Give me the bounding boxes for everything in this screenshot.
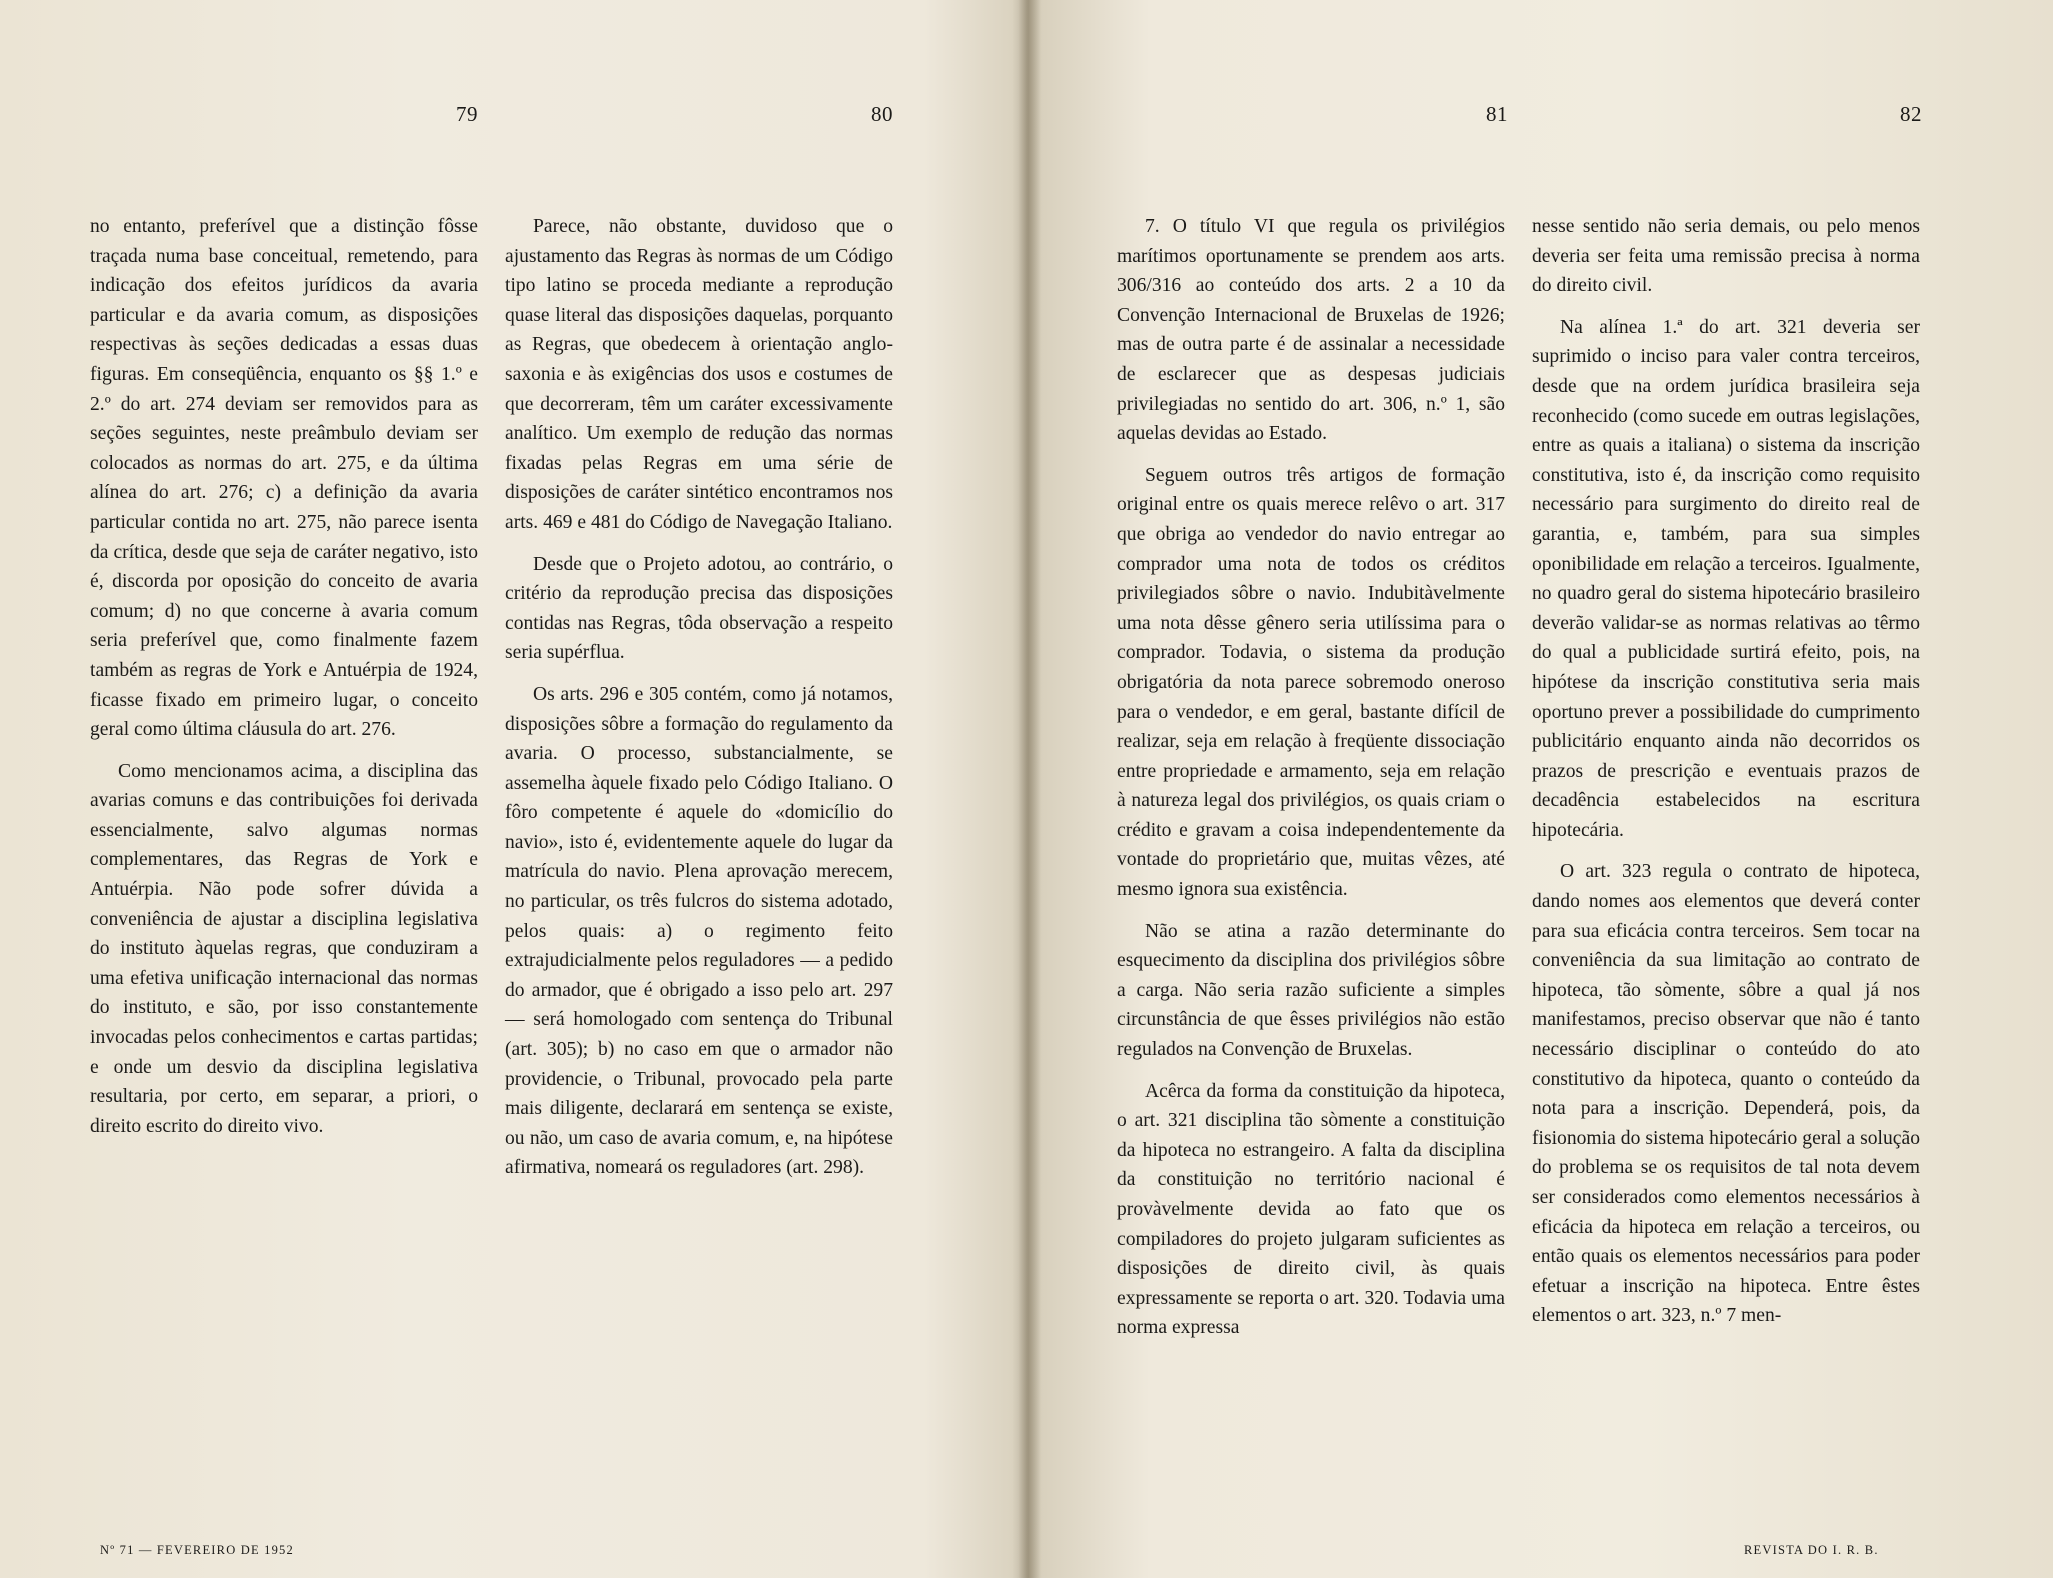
paragraph: Acêrca da forma da constituição da hipoteca, o art. 321 disciplina tão sòmente a constituição da hipoteca no estrangeiro. A falta da disciplina da constituição no território nacional é provàvelmente devida ao fato que os compiladores do projeto julgaram suficientes as disposições de direito civil, às quais expressamente se reporta o art. 320. Todavia uma norma expressa xyxy=(1117,1080,1505,1339)
page-number-80: 80 xyxy=(871,102,893,126)
paragraph: Como mencionamos acima, a disciplina das avarias comuns e das contribuições foi derivada essencialmente, salvo algumas normas complementares, das Regras de York e Antuérpia. Não pode sofrer dúvida a conveniência de ajustar a disciplina legislativa do instituto àquelas regras, que conduziram a uma efetiva unificação internacional das normas do instituto, e são, por isso constantemente invocadas pelos conhecimentos e cartas partidas; e onde um desvio da disciplina legislativa resultaria, por certo, em separar, a priori, o direito escrito do direito vivo. xyxy=(90,760,478,1137)
paragraph: Na alínea 1.ª do art. 321 deveria ser suprimido o inciso para valer contra terceiros, desde que na ordem jurídica brasileira seja reconhecido (como sucede em outras legislações, entre as quais a italiana) o sistema da inscrição constitutiva, isto é, da inscrição como requisito necessário para surgimento do direito real de garantia, e, também, para sua simples oponibilidade em relação a terceiros. Igualmente, no quadro geral do sistema hipotecário brasileiro deverão validar-se as normas relativas ao têrmo do qual a publicidade surtirá efeito, pois, na hipótese da inscrição constitutiva seria mais oportuno prever a possibilidade do cumprimento publicitário enquanto ainda não decorridos os prazos de prescrição e eventuais prazos de decadência estabelecidos na escritura hipotecária. xyxy=(1532,316,1920,841)
paragraph: Não se atina a razão determinante do esquecimento da disciplina dos privilégios sôbre a carga. Não seria razão suficiente a simples circunstância de que êsses privilégios não estão regulados na Convenção de Bruxelas. xyxy=(1117,920,1505,1061)
paragraph: Seguem outros três artigos de formação original entre os quais merece relêvo o art. 317 que obriga ao vendedor do navio entregar ao comprador uma nota de todos os créditos privilegiados sôbre o navio. Indubitàvelmente uma nota dêsse gênero seria utilíssima para o comprador. Todavia, o sistema da produção obrigatória da nota parece sobremodo oneroso para o vendedor, e em geral, bastante difícil de realizar, seja em relação à freqüente dissociação entre propriedade e armamento, seja em relação à natureza legal dos privilégios, os quais criam o crédito e gravam a coisa independentemente da vontade do proprietário que, muitas vêzes, até mesmo ignora sua existência. xyxy=(1117,464,1505,901)
footer-journal: REVISTA DO I. R. B. xyxy=(1744,1543,1879,1557)
footer-issue: Nº 71 — FEVEREIRO DE 1952 xyxy=(100,1543,294,1557)
column-page-80 xyxy=(505,212,893,1195)
page-number-79: 79 xyxy=(456,102,478,126)
page-number-81: 81 xyxy=(1486,102,1508,126)
column-page-82 xyxy=(1532,212,1920,1343)
paragraph: Parece, não obstante, duvidoso que o ajustamento das Regras às normas de um Código tipo latino se proceda mediante a reprodução quase literal das disposições daquelas, porquanto as Regras, que obedecem à orientação anglo-saxonia e às exigências dos usos e costumes de que decorreram, têm um caráter excessivamente analítico. Um exemplo de redução das normas fixadas pelas Regras em uma série de disposições de caráter sintético encontramos nos arts. 469 e 481 do Código de Navegação Italiano. xyxy=(505,216,893,533)
paragraph: 7. O título VI que regula os privilégios marítimos oportunamente se prendem aos arts. 306/316 ao conteúdo dos arts. 2 a 10 da Convenção Internacional de Bruxelas de 1926; mas de outra parte é de assinalar a necessidade de esclarecer que as despesas judiciais privilegiadas no sentido do art. 306, n.º 1, são aquelas devidas ao Estado. xyxy=(1117,216,1505,445)
gutter-shadow xyxy=(1012,0,1042,1578)
column-page-79 xyxy=(90,212,478,1153)
paragraph: Os arts. 296 e 305 contém, como já notamos, disposições sôbre a formação do regulamento da avaria. O processo, substancialmente, se assemelha àquele fixado pelo Código Italiano. O fôro competente é aquele do «domicílio do navio», isto é, evidentemente aquele do lugar da matrícula do navio. Plena aprovação merecem, no particular, os três fulcros do sistema adotado, pelos quais: a) o regimento feito extrajudicialmente pelos reguladores — a pedido do armador, que é obrigado a isso pelo art. 297 — será homologado com sentença do Tribunal (art. 305); b) no caso em que o armador não providencie, o Tribunal, provocado pela parte mais diligente, declarará em sentença se existe, ou não, um caso de avaria comum, e, na hipótese afirmativa, nomeará os reguladores (art. 298). xyxy=(505,683,893,1179)
column-page-81 xyxy=(1117,212,1505,1355)
paragraph: no entanto, preferível que a distinção fôsse traçada numa base conceitual, remetendo, para indicação dos efeitos jurídicos da avaria particular e da avaria comum, as disposições respectivas às seções dedicadas a essas duas figuras. Em conseqüência, enquanto os §§ 1.º e 2.º do art. 274 deviam ser removidos para as seções seguintes, neste preâmbulo deviam ser colocados as normas do art. 275, e da última alínea do art. 276; c) a definição da avaria particular contida no art. 275, não parece isenta da crítica, desde que seja de caráter negativo, isto é, discorda por oposição do conceito de avaria comum; d) no que concerne à avaria comum seria preferível que, como finalmente fazem também as regras de York e Antuérpia de 1924, ficasse fixado em primeiro lugar, o conceito geral como última cláusula do art. 276. xyxy=(90,216,478,741)
paragraph: nesse sentido não seria demais, ou pelo menos deveria ser feita uma remissão precisa à norma do direito civil. xyxy=(1532,216,1920,297)
paragraph: Desde que o Projeto adotou, ao contrário, o critério da reprodução precisa das disposições contidas nas Regras, tôda observação a respeito seria supérflua. xyxy=(505,553,893,664)
paragraph: O art. 323 regula o contrato de hipoteca, dando nomes aos elementos que deverá conter para sua eficácia contra terceiros. Sem tocar na conveniência da sua limitação ao contrato de hipoteca, tão sòmente, sôbre a qual já nos manifestamos, preciso observar que não é tanto necessário disciplinar o conteúdo do ato constitutivo da hipoteca, quanto o conteúdo da nota para a inscrição. Dependerá, pois, da fisionomia do sistema hipotecário geral a solução do problema se os requisitos de tal nota devem ser considerados como elementos necessários à eficácia da hipoteca em relação a terceiros, ou então quais os elementos necessários para poder efetuar a inscrição na hipoteca. Entre êstes elementos o art. 323, n.º 7 men- xyxy=(1532,861,1920,1327)
page-number-82: 82 xyxy=(1900,102,1922,126)
